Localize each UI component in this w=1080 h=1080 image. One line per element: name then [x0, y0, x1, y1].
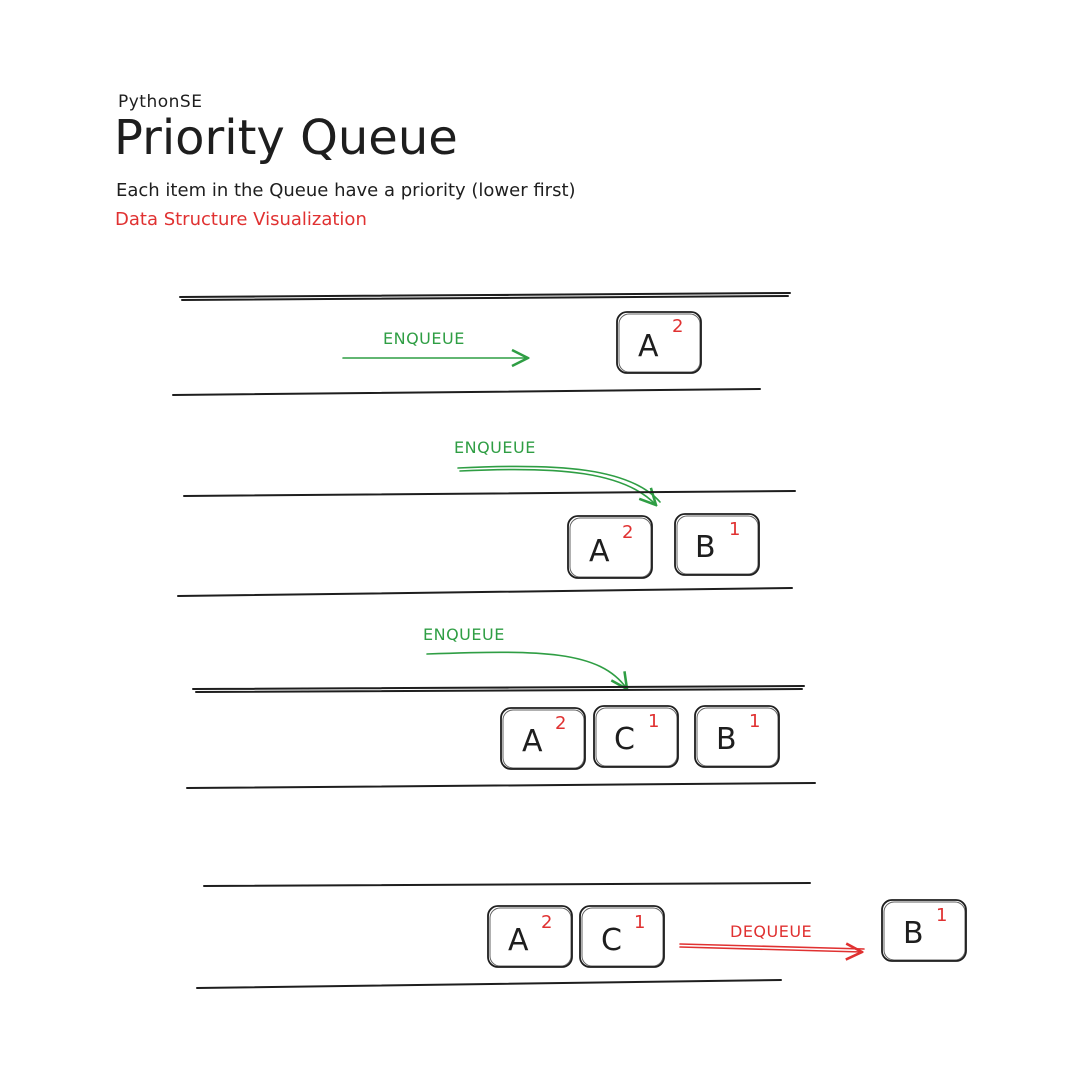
item-label: A: [508, 923, 529, 958]
queue-item: [501, 708, 585, 769]
removed-item: [882, 900, 966, 961]
item-priority: 2: [672, 316, 684, 337]
queue-rail-bottom: [197, 980, 781, 988]
step-3: [187, 625, 815, 788]
step-4: [197, 883, 966, 988]
item-label: C: [614, 722, 635, 757]
queue-item: [580, 906, 664, 967]
item-label: A: [589, 534, 610, 569]
item-priority: 1: [729, 519, 741, 540]
item-priority: 2: [555, 713, 567, 734]
item-priority: 1: [634, 912, 646, 933]
queue-item: [594, 706, 678, 767]
queue-rail-top: [204, 883, 810, 886]
step-2: [178, 438, 795, 596]
item-label: B: [716, 722, 737, 757]
queue-rail-bottom: [173, 389, 760, 395]
page-tagline: Data Structure Visualization: [115, 209, 367, 230]
item-label: C: [601, 923, 622, 958]
queue-item: [675, 514, 759, 575]
queue-rail-top: [184, 491, 795, 496]
item-priority: 2: [541, 912, 553, 933]
queue-item: [617, 312, 701, 373]
item-priority: 2: [622, 522, 634, 543]
item-priority: 1: [749, 711, 761, 732]
enqueue-label: ENQUEUE: [423, 625, 505, 644]
queue-rail-top: [180, 293, 790, 300]
enqueue-arrow: [458, 466, 660, 505]
queue-rail-bottom: [187, 783, 815, 788]
queue-item: [695, 706, 779, 767]
queue-item: [488, 906, 572, 967]
item-label: A: [522, 724, 543, 759]
enqueue-arrow: [427, 652, 627, 689]
enqueue-label: ENQUEUE: [383, 329, 465, 348]
brand-label: PythonSE: [118, 92, 203, 112]
page-subtitle: Each item in the Queue have a priority (lower first): [116, 180, 576, 201]
item-label: B: [903, 916, 924, 951]
queue-rail-top: [193, 686, 804, 692]
dequeue-label: DEQUEUE: [730, 922, 813, 941]
item-label: B: [695, 530, 716, 565]
step-1: [173, 293, 790, 395]
page-title: Priority Queue: [114, 110, 458, 166]
item-priority: 1: [936, 905, 948, 926]
enqueue-label: ENQUEUE: [454, 438, 536, 457]
dequeue-arrow: [680, 944, 864, 952]
queue-rail-bottom: [178, 588, 792, 596]
queue-item: [568, 516, 652, 578]
item-priority: 1: [648, 711, 660, 732]
item-label: A: [638, 329, 659, 364]
